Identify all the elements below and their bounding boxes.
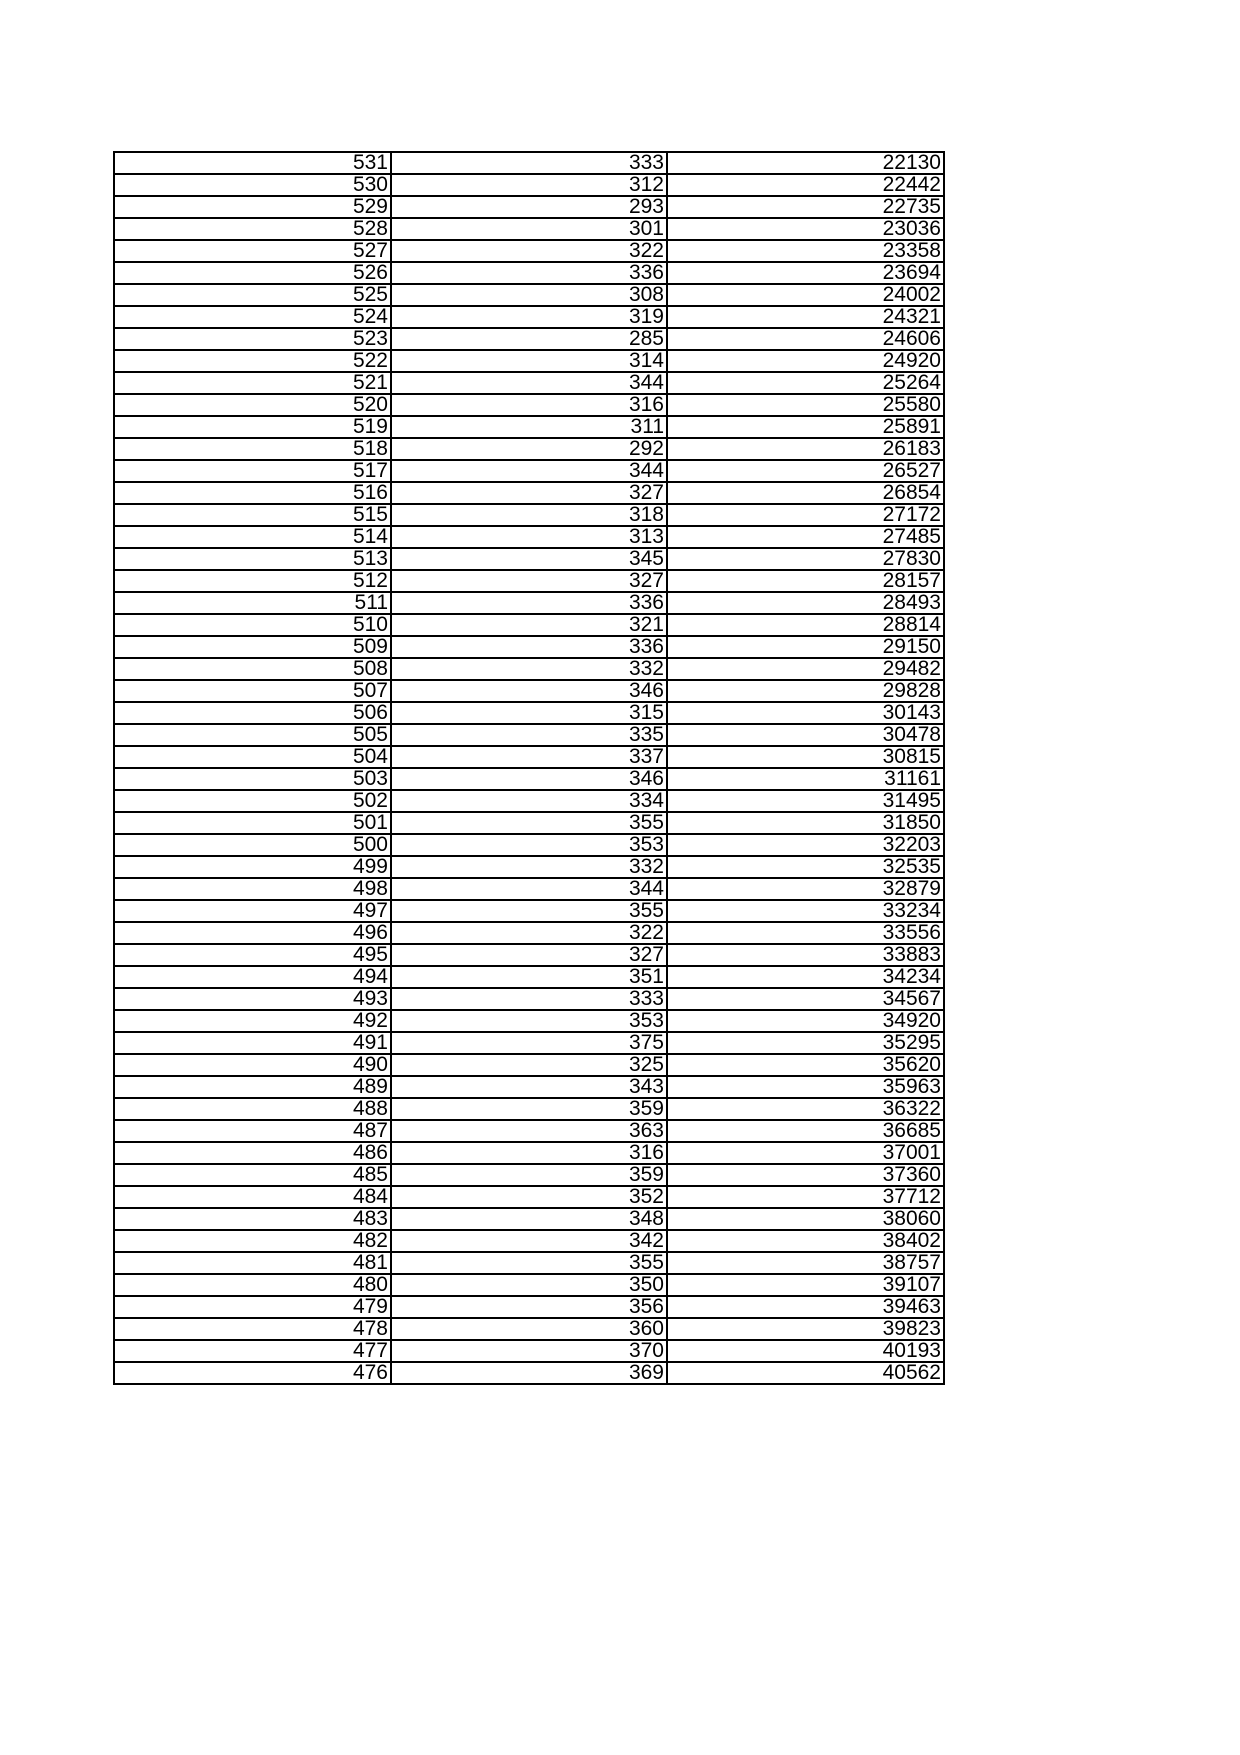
score-cell: 528 [114,218,391,240]
cumulative-cell: 27485 [667,526,944,548]
score-table-body [114,152,944,1384]
count-cell: 334 [391,790,667,812]
score-cell: 481 [114,1252,391,1274]
count-cell: 318 [391,504,667,526]
table-row [114,724,944,746]
score-cell: 512 [114,570,391,592]
cumulative-cell: 22442 [667,174,944,196]
count-cell: 327 [391,570,667,592]
score-cell: 488 [114,1098,391,1120]
table-row [114,1054,944,1076]
score-cell: 514 [114,526,391,548]
table-row [114,614,944,636]
score-cell: 509 [114,636,391,658]
table-row [114,1230,944,1252]
table-row [114,900,944,922]
count-cell: 327 [391,944,667,966]
cumulative-cell: 28157 [667,570,944,592]
table-row [114,482,944,504]
count-cell: 312 [391,174,667,196]
table-row [114,328,944,350]
cumulative-cell: 30815 [667,746,944,768]
score-cell: 483 [114,1208,391,1230]
table-row [114,1340,944,1362]
cumulative-cell: 36685 [667,1120,944,1142]
count-cell: 355 [391,1252,667,1274]
cumulative-cell: 33234 [667,900,944,922]
cumulative-cell: 38060 [667,1208,944,1230]
score-cell: 529 [114,196,391,218]
cumulative-cell: 36322 [667,1098,944,1120]
count-cell: 336 [391,262,667,284]
count-cell: 355 [391,812,667,834]
count-cell: 311 [391,416,667,438]
count-cell: 348 [391,1208,667,1230]
count-cell: 350 [391,1274,667,1296]
cumulative-cell: 34234 [667,966,944,988]
table-row [114,878,944,900]
count-cell: 301 [391,218,667,240]
score-cell: 515 [114,504,391,526]
table-row [114,196,944,218]
cumulative-cell: 37001 [667,1142,944,1164]
count-cell: 359 [391,1098,667,1120]
count-cell: 313 [391,526,667,548]
cumulative-cell: 24002 [667,284,944,306]
table-row [114,1274,944,1296]
score-cell: 525 [114,284,391,306]
count-cell: 344 [391,372,667,394]
score-cell: 476 [114,1362,391,1384]
table-row [114,218,944,240]
cumulative-cell: 40193 [667,1340,944,1362]
table-row [114,636,944,658]
table-row [114,548,944,570]
cumulative-cell: 35295 [667,1032,944,1054]
table-row [114,262,944,284]
score-cell: 523 [114,328,391,350]
table-row [114,1362,944,1384]
score-cell: 492 [114,1010,391,1032]
cumulative-cell: 35620 [667,1054,944,1076]
cumulative-cell: 35963 [667,1076,944,1098]
cumulative-cell: 38757 [667,1252,944,1274]
cumulative-cell: 23036 [667,218,944,240]
cumulative-cell: 31850 [667,812,944,834]
count-cell: 314 [391,350,667,372]
count-cell: 344 [391,460,667,482]
cumulative-cell: 31495 [667,790,944,812]
count-cell: 316 [391,394,667,416]
score-table [113,151,945,1385]
score-cell: 484 [114,1186,391,1208]
table-row [114,570,944,592]
score-cell: 490 [114,1054,391,1076]
score-cell: 482 [114,1230,391,1252]
table-row [114,944,944,966]
score-cell: 513 [114,548,391,570]
cumulative-cell: 24920 [667,350,944,372]
table-row [114,1318,944,1340]
score-cell: 507 [114,680,391,702]
cumulative-cell: 32879 [667,878,944,900]
count-cell: 345 [391,548,667,570]
cumulative-cell: 30143 [667,702,944,724]
cumulative-cell: 23694 [667,262,944,284]
table-row [114,416,944,438]
count-cell: 370 [391,1340,667,1362]
cumulative-cell: 28493 [667,592,944,614]
cumulative-cell: 29828 [667,680,944,702]
cumulative-cell: 28814 [667,614,944,636]
table-row [114,746,944,768]
count-cell: 342 [391,1230,667,1252]
score-cell: 517 [114,460,391,482]
table-row [114,1098,944,1120]
cumulative-cell: 37360 [667,1164,944,1186]
score-cell: 510 [114,614,391,636]
score-cell: 527 [114,240,391,262]
score-cell: 477 [114,1340,391,1362]
cumulative-cell: 40562 [667,1362,944,1384]
table-row [114,790,944,812]
table-row [114,306,944,328]
cumulative-cell: 39107 [667,1274,944,1296]
count-cell: 360 [391,1318,667,1340]
table-row [114,504,944,526]
cumulative-cell: 32203 [667,834,944,856]
score-cell: 495 [114,944,391,966]
score-cell: 519 [114,416,391,438]
count-cell: 337 [391,746,667,768]
score-cell: 526 [114,262,391,284]
count-cell: 322 [391,240,667,262]
count-cell: 325 [391,1054,667,1076]
count-cell: 346 [391,680,667,702]
count-cell: 292 [391,438,667,460]
score-cell: 497 [114,900,391,922]
count-cell: 353 [391,834,667,856]
table-row [114,526,944,548]
score-cell: 491 [114,1032,391,1054]
score-cell: 521 [114,372,391,394]
count-cell: 327 [391,482,667,504]
cumulative-cell: 23358 [667,240,944,262]
score-cell: 502 [114,790,391,812]
score-cell: 520 [114,394,391,416]
table-row [114,1252,944,1274]
table-row [114,1164,944,1186]
score-cell: 511 [114,592,391,614]
cumulative-cell: 31161 [667,768,944,790]
count-cell: 321 [391,614,667,636]
table-row [114,1186,944,1208]
table-row [114,988,944,1010]
score-cell: 499 [114,856,391,878]
score-cell: 486 [114,1142,391,1164]
score-cell: 500 [114,834,391,856]
count-cell: 344 [391,878,667,900]
table-row [114,1142,944,1164]
cumulative-cell: 38402 [667,1230,944,1252]
count-cell: 333 [391,988,667,1010]
count-cell: 359 [391,1164,667,1186]
cumulative-cell: 30478 [667,724,944,746]
count-cell: 332 [391,856,667,878]
table-row [114,174,944,196]
count-cell: 308 [391,284,667,306]
count-cell: 369 [391,1362,667,1384]
table-row [114,658,944,680]
score-cell: 524 [114,306,391,328]
score-cell: 530 [114,174,391,196]
cumulative-cell: 33556 [667,922,944,944]
count-cell: 363 [391,1120,667,1142]
score-cell: 496 [114,922,391,944]
cumulative-cell: 27830 [667,548,944,570]
cumulative-cell: 25580 [667,394,944,416]
cumulative-cell: 39463 [667,1296,944,1318]
count-cell: 333 [391,152,667,174]
table-row [114,438,944,460]
cumulative-cell: 29482 [667,658,944,680]
count-cell: 346 [391,768,667,790]
score-cell: 498 [114,878,391,900]
cumulative-cell: 22130 [667,152,944,174]
table-row [114,768,944,790]
count-cell: 293 [391,196,667,218]
cumulative-cell: 27172 [667,504,944,526]
cumulative-cell: 24321 [667,306,944,328]
table-row [114,592,944,614]
table-row [114,1032,944,1054]
table-row [114,812,944,834]
count-cell: 315 [391,702,667,724]
table-row [114,966,944,988]
table-row [114,1296,944,1318]
score-cell: 516 [114,482,391,504]
table-row [114,1120,944,1142]
count-cell: 322 [391,922,667,944]
score-cell: 480 [114,1274,391,1296]
cumulative-cell: 22735 [667,196,944,218]
cumulative-cell: 37712 [667,1186,944,1208]
score-cell: 505 [114,724,391,746]
cumulative-cell: 25264 [667,372,944,394]
cumulative-cell: 29150 [667,636,944,658]
score-cell: 504 [114,746,391,768]
count-cell: 351 [391,966,667,988]
score-cell: 489 [114,1076,391,1098]
table-row [114,460,944,482]
cumulative-cell: 26183 [667,438,944,460]
score-cell: 479 [114,1296,391,1318]
table-row [114,372,944,394]
cumulative-cell: 32535 [667,856,944,878]
table-row [114,680,944,702]
score-cell: 503 [114,768,391,790]
count-cell: 319 [391,306,667,328]
score-cell: 494 [114,966,391,988]
table-row [114,1010,944,1032]
count-cell: 336 [391,636,667,658]
count-cell: 355 [391,900,667,922]
table-row [114,284,944,306]
table-row [114,1076,944,1098]
count-cell: 353 [391,1010,667,1032]
cumulative-cell: 25891 [667,416,944,438]
score-cell: 531 [114,152,391,174]
count-cell: 332 [391,658,667,680]
score-cell: 508 [114,658,391,680]
count-cell: 316 [391,1142,667,1164]
count-cell: 356 [391,1296,667,1318]
score-cell: 478 [114,1318,391,1340]
cumulative-cell: 26854 [667,482,944,504]
score-cell: 487 [114,1120,391,1142]
table-row [114,856,944,878]
count-cell: 352 [391,1186,667,1208]
score-cell: 485 [114,1164,391,1186]
cumulative-cell: 34920 [667,1010,944,1032]
table-row [114,350,944,372]
cumulative-cell: 24606 [667,328,944,350]
score-cell: 493 [114,988,391,1010]
cumulative-cell: 39823 [667,1318,944,1340]
table-row [114,834,944,856]
table-row [114,152,944,174]
count-cell: 285 [391,328,667,350]
count-cell: 375 [391,1032,667,1054]
table-row [114,1208,944,1230]
score-cell: 506 [114,702,391,724]
count-cell: 343 [391,1076,667,1098]
count-cell: 336 [391,592,667,614]
score-cell: 518 [114,438,391,460]
table-row [114,394,944,416]
score-cell: 522 [114,350,391,372]
cumulative-cell: 33883 [667,944,944,966]
table-row [114,922,944,944]
table-row [114,702,944,724]
table-row [114,240,944,262]
score-cell: 501 [114,812,391,834]
cumulative-cell: 34567 [667,988,944,1010]
cumulative-cell: 26527 [667,460,944,482]
count-cell: 335 [391,724,667,746]
